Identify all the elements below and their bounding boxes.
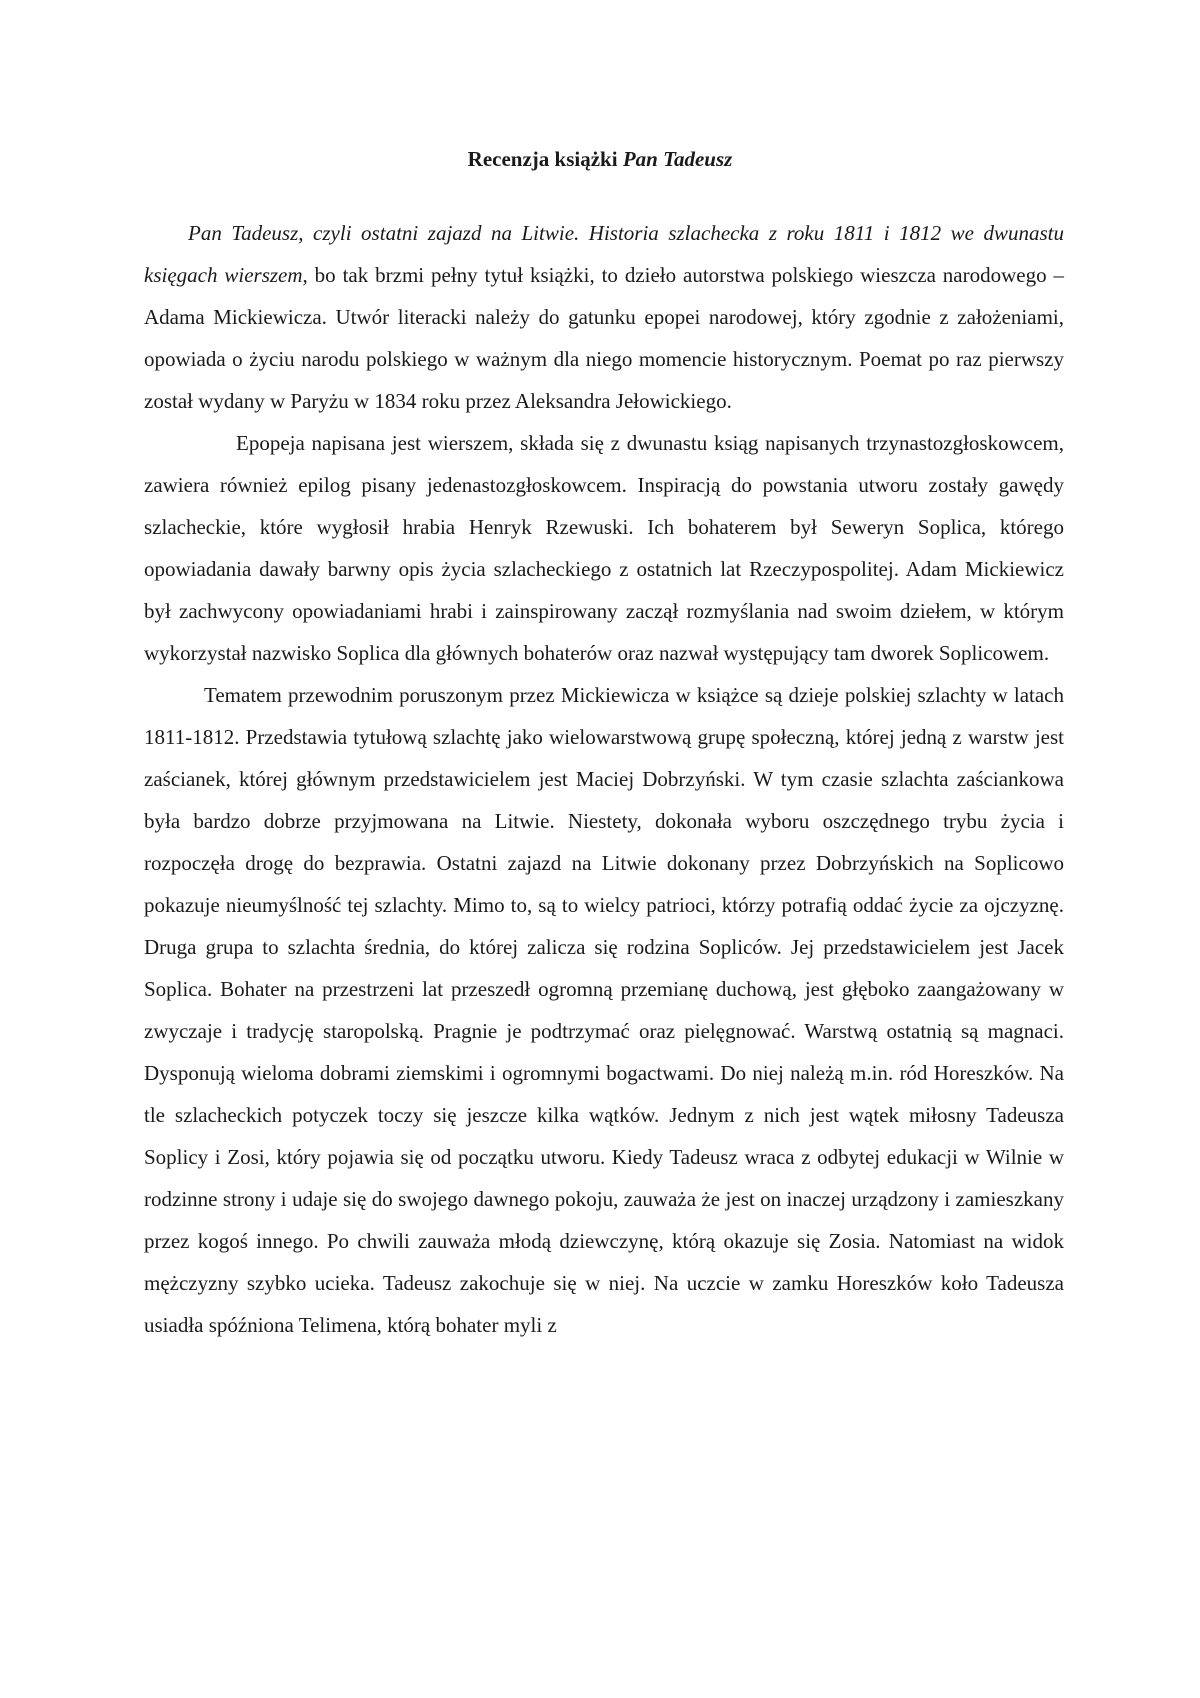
paragraph-1-text: , bo tak brzmi pełny tytuł książki, to dzieło autorstwa polskiego wieszcza narodowego – Adama Mickiewicza. Utwór literacki należy do gatunku epopei narodowej, który zgodnie z założeniami, opowiada o życiu narodu polskiego w ważnym dla niego momencie historycznym. Poemat po raz pierwszy został wydany w Paryżu w 1834 roku przez Aleksandra Jełowickiego. <box>144 263 1064 413</box>
document-title <box>0 145 1200 173</box>
paragraph-3: Tematem przewodnim poruszonym przez Mickiewicza w książce są dzieje polskiej szlachty w latach 1811-1812. Przedstawia tytułową szlachtę jako wielowarstwową grupę społeczną, której jedną z warstw jest zaścianek, której głównym przedstawicielem jest Maciej Dobrzyński. W tym czasie szlachta zaściankowa była bardzo dobrze przyjmowana na Litwie. Niestety, dokonała wyboru oszczędnego trybu życia i rozpoczęła drogę do bezprawia. Ostatni zajazd na Litwie dokonany przez Dobrzyńskich na Soplicowo pokazuje nieumyślność tej szlachty. Mimo to, są to wielcy patrioci, którzy potrafią oddać życie za ojczyznę. Druga grupa to szlachta średnia, do której zalicza się rodzina Sopliców. Jej przedstawicielem jest Jacek Soplica. Bohater na przestrzeni lat przeszedł ogromną przemianę duchową, jest głęboko zaangażowany w zwyczaje i tradycję staropolską. Pragnie je podtrzymać oraz pielęgnować. Warstwą ostatnią są magnaci. Dysponują wieloma dobrami ziemskimi i ogromnymi bogactwami. Do niej należą m.in. ród Horeszków. Na tle szlacheckich potyczek toczy się jeszcze kilka wątków. Jednym z nich jest wątek miłosny Tadeusza Soplicy i Zosi, który pojawia się od początku utworu. Kiedy Tadeusz wraca z odbytej edukacji w Wilnie w rodzinne strony i udaje się do swojego dawnego pokoju, zauważa że jest on inaczej urządzony i zamieszkany przez kogoś innego. Po chwili zauważa młodą dziewczynę, którą okazuje się Zosia. Natomiast na widok mężczyzny szybko ucieka. Tadeusz zakochuje się w niej. Na uczcie w zamku Horeszków koło Tadeusza usiadła spóźniona Telimena, którą bohater myli z <box>144 683 1064 1337</box>
title-prefix: Recenzja książki <box>467 147 623 171</box>
paragraph-1-italic-lead: Pan Tadeusz, czyli ostatni zajazd na Litwie. Historia szlachecka z roku 1811 i 1812 we dwunastu księgach wierszem <box>144 221 1064 287</box>
title-book-name: Pan Tadeusz <box>622 147 733 171</box>
paragraph-2: Epopeja napisana jest wierszem, składa się z dwunastu ksiąg napisanych trzynastozgłoskowcem, zawiera również epilog pisany jedenastozgłoskowcem. Inspiracją do powstania utworu zostały gawędy szlacheckie, które wygłosił hrabia Henryk Rzewuski. Ich bohaterem był Seweryn Soplica, którego opowiadania dawały barwny opis życia szlacheckiego z ostatnich lat Rzeczypospolitej. Adam Mickiewicz był zachwycony opowiadaniami hrabi i zainspirowany zaczął rozmyślania nad swoim dziełem, w którym wykorzystał nazwisko Soplica dla głównych bohaterów oraz nazwał występujący tam dworek Soplicowem. <box>144 431 1064 665</box>
document-body <box>144 212 1064 1346</box>
paragraph-1 <box>144 212 1064 422</box>
